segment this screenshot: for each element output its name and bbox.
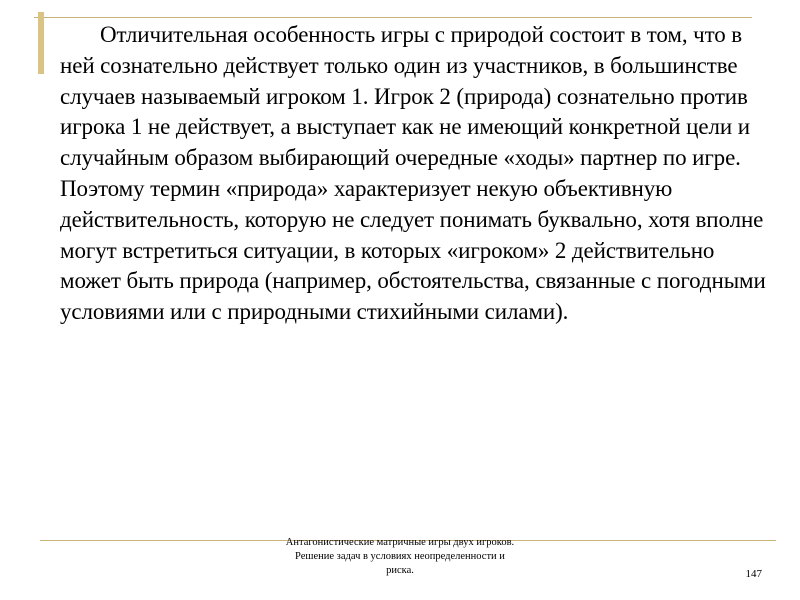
slide-body-text: Отличительная особенность игры с природой состоит в том, что в ней сознательно действует только один из участников, в большинстве случаев называемый игроком 1. Игрок 2 (природа) сознательно против игрока 1 не действует, а выступает как не имеющий конкретной цели и случайным образом выбирающий очередные «ходы» партнер по игре. Поэтому термин «природа» характеризует некую объективную действительность, которую не следует понимать буквально, хотя вполне могут встретиться ситуации, в которых «игроком» 2 действительно может быть природа (например, обстоятельства, связанные с погодными условиями или с природными стихийными силами).	[60, 22, 766, 325]
footer-title: Антагонистические матричные игры двух игроков. Решение задач в условиях неопределенности и риска.	[285, 537, 515, 576]
left-accent-bar	[38, 12, 44, 74]
page-number: 147	[745, 568, 762, 580]
top-divider-line	[34, 17, 752, 18]
